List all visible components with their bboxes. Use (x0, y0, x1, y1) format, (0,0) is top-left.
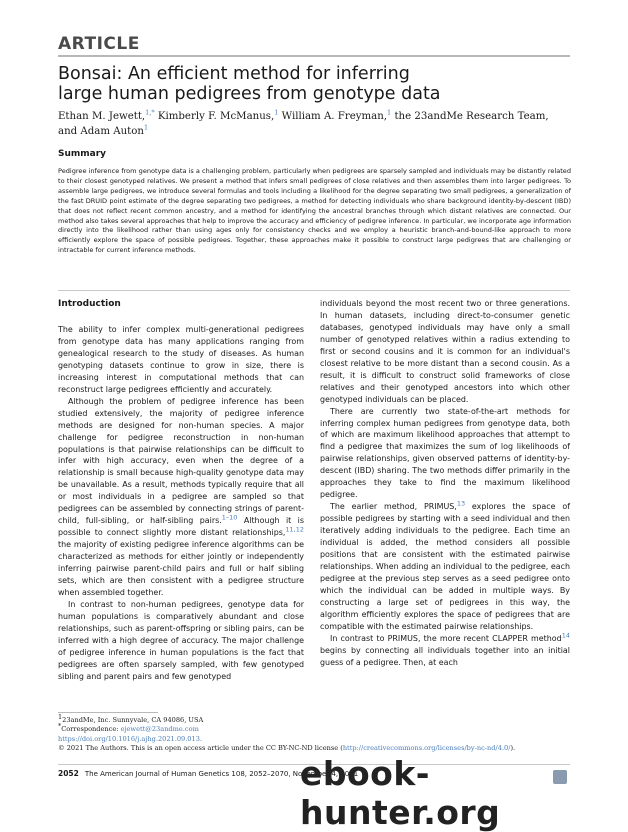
author-2: Kimberly F. McManus, (157, 111, 275, 122)
footnote-rule (58, 712, 158, 713)
intro-paragraph-1: The ability to infer complex multi-generational pedigrees from genotype data has many applications ranging from genealogical research to the study of diseases. As human genotyping datasets continue to grow in size, there is increasing interest in computational methods that can reconstruct large pedigrees efficiently and accurately. (58, 325, 304, 394)
reference-link[interactable]: 1–10 (221, 513, 238, 522)
affiliation-note: $^1$23andMe, Inc. Sunnyvale, CA 94086, USA (58, 712, 204, 724)
journal-citation: The American Journal of Human Genetics 108, 2052–2070, November 4, 2021 (84, 770, 359, 778)
license-link[interactable]: http://creativecommons.org/licenses/by-nc-nd/4.0/ (342, 744, 511, 753)
license-note: © 2021 The Authors. This is an open access article under the CC BY-NC-ND license (http://creativecommons.org/licenses/by-nc-nd/4.0/). (58, 744, 516, 753)
page-number: 2052 (58, 769, 79, 778)
reference-link[interactable]: 11,12 (285, 525, 304, 534)
left-column (58, 324, 304, 683)
watermark-text: ebook-hunter.org (300, 754, 501, 832)
title-line-2: large human pedigrees from genotype data (58, 84, 441, 104)
reference-link[interactable]: 14 (561, 631, 570, 640)
author-3-affil[interactable]: 1 (387, 108, 392, 117)
correspondence-note: *Correspondence: ejewett@23andme.com (58, 722, 199, 734)
author-5-affil[interactable]: 1 (143, 123, 149, 132)
header-rule (58, 55, 570, 57)
intro-paragraph-2: Although the problem of pedigree inference has been studied extensively, the majority of pedigree inference methods are designed for non-human species. A major challenge for pedigree reconstruction in non-human populations is that pairwise relationships can be difficult to infer with high accuracy, even when the degree of a relationship is small because high-quality genotype data may be unavailable. As a result, methods typically require that all or most individuals in a pedigree are sampled so that pedigrees can be assembled by connecting strings of parent-child, full-sibling, or half-sibling pairs.$^{1-10}$ Although it is possible to connect slightly more distant relationships,$^{11,12}$ the majority of existing pedigree inference algorithms can be characterized as methods for either jointly or independently inferring pairwise parent-child pairs and full or half sibling sets, which are then consistent with a pedigree structure when assembled together. (58, 396, 304, 597)
summary-text: Pedigree inference from genotype data is a challenging problem, particularly when pedigrees are sparsely sampled and individuals may be distantly related to their closest genotyped relatives. We present a method that infers small pedigrees of close relatives and then assembles them into larger pedigrees. To assemble large pedigrees, we introduce several formulas and tools including a likelihood for the degree separating two small pedigrees, a generalization of the fast DRUID point estimate of the degree separating two pedigrees, a method for detecting individuals who share background identity-by-descent (IBD) that does not reflect recent common ancestry, and a method for identifying the ancestral branches through which distant relatives are connected. Our method also takes several approaches that help to improve the accuracy and efficiency of pedigree inference. In particular, we incorporate age information directly into the likelihood rather than using ages only for consistency checks and we employ a heuristic branch-and-bound-like approach to more efficiently explore the space of possible pedigrees. Together, these approaches make it possible to construct large pedigrees that are challenging or intractable for current inference methods. (58, 167, 571, 255)
correspondence-email-link[interactable]: ejewett@23andme.com (120, 725, 199, 734)
right-column (320, 298, 570, 669)
author-1-affil[interactable]: 1,* (145, 108, 155, 117)
introduction-heading: Introduction (58, 299, 121, 309)
author-4: the 23andMe Research Team, (394, 111, 549, 122)
reference-link[interactable]: 13 (456, 499, 466, 508)
intro-paragraph-4: There are currently two state-of-the-art methods for inferring complex human pedigrees from genotype data, both of which are maximum likelihood approaches that attempt to find a pedigree that maximizes the sum of log likelihoods of pairwise relationships, given observed patterns of identity-by-descent (IBD) sharing. The two methods differ primarily in the approaches they take to find the maximum likelihood pedigree. (320, 406, 570, 500)
author-2-affil[interactable]: 1 (274, 108, 279, 117)
author-5: and Adam Auton (58, 126, 144, 137)
title-line-1: Bonsai: An efficient method for inferring (58, 64, 410, 84)
author-list (58, 109, 573, 139)
intro-paragraph-3: In contrast to non-human pedigrees, genotype data for human populations is comparatively abundant and close relationships, such as parent-offspring or sibling pairs, can be inferred with a high degree of accuracy. The major challenge of pedigree inference in human populations is the fact that pedigrees are often sparsely sampled, with few genotyped sibling and parent pairs and few genotyped (58, 599, 304, 681)
intro-paragraph-6: In contrast to PRIMUS, the more recent CLAPPER method$^{14}$ begins by connecting all individuals together into an initial guess of a pedigree. Then, at each (320, 631, 570, 667)
intro-paragraph-5: The earlier method, PRIMUS,$^{13}$ explores the space of possible pedigrees by starting with a seed individual and then iteratively adding individuals to the pedigree. Each time an individual is added, the method considers all possible positions that are consistent with the estimated pairwise relationships. When adding an individual to the pedigree, each pedigree at the previous step serves as a seed pedigree onto which the individual can be added in multiple ways. By constructing a large set of pedigrees in this way, the algorithm efficiently explores the space of pedigrees that are compatible with the estimated pairwise relationships. (320, 499, 570, 631)
summary-heading: Summary (58, 149, 107, 159)
author-1: Ethan M. Jewett, (58, 111, 146, 122)
author-3: William A. Freyman, (281, 111, 388, 122)
article-label: ARTICLE (58, 34, 140, 54)
intro-paragraph-continued: individuals beyond the most recent two or three generations. In human datasets, including direct-to-consumer genetic databases, genotyped individuals may have only a small number of genotyped relatives within a radius extending to first or second cousins and it is common for an individual's closest relative to be more distant than a second cousin. As a result, it is difficult to construct solid frameworks of close relatives and their genotyped ancestors into which other genotyped individuals can be placed. (320, 299, 570, 404)
footnotes (58, 712, 571, 754)
doi-link[interactable]: https://doi.org/10.1016/j.ajhg.2021.09.013. (58, 734, 202, 743)
section-rule (58, 290, 570, 291)
paper-title (58, 64, 498, 104)
